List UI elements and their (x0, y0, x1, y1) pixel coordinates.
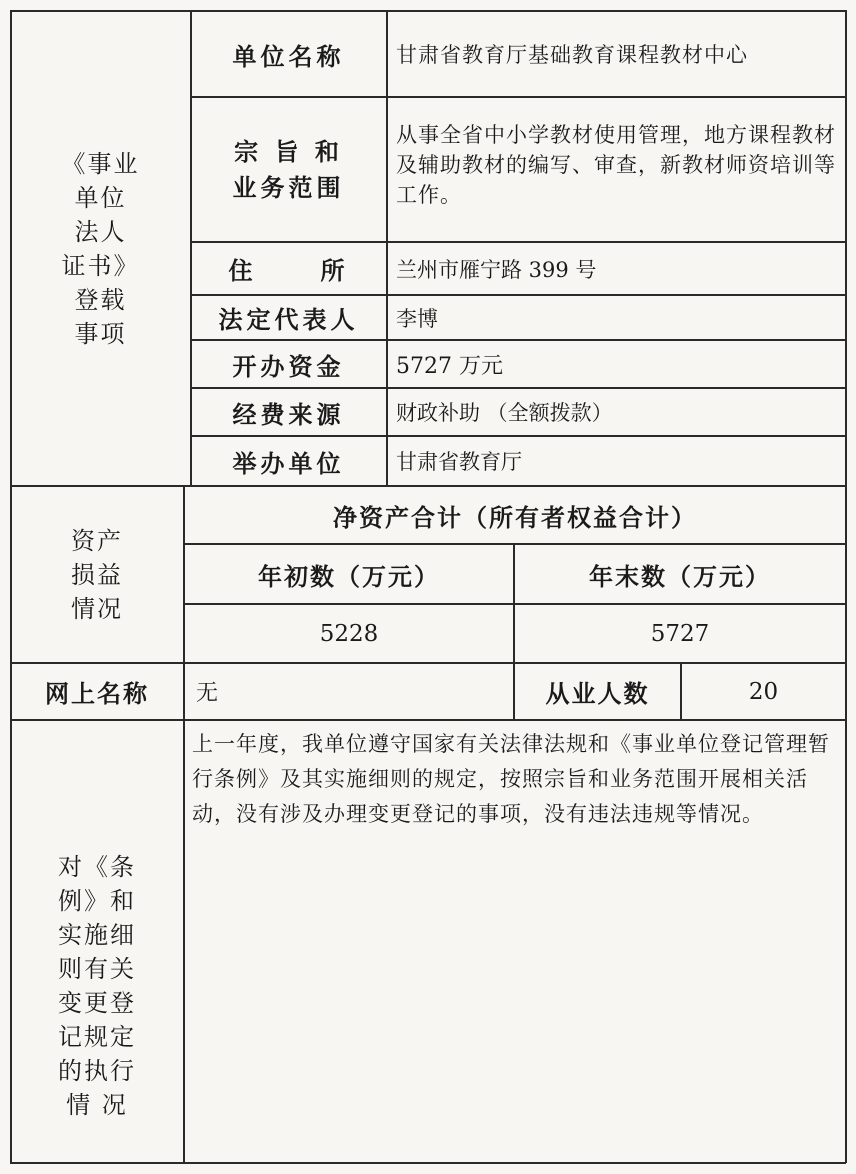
funding-value: 财政补助 （全额拨款） (396, 401, 613, 425)
staff-count-label: 从业人数 (545, 679, 650, 708)
sponsor-label: 举办单位 (232, 448, 345, 478)
online-name-value: 无 (196, 681, 219, 706)
address-value: 兰州市雁宁路 399 号 (396, 257, 597, 282)
address-label: 住 所 (228, 256, 349, 285)
staff-count-value: 20 (748, 678, 779, 705)
online-name-label: 网上名称 (45, 679, 149, 708)
begin-year-value: 5228 (319, 620, 379, 647)
sponsor-value: 甘肃省教育厅 (396, 450, 522, 474)
begin-year-label: 年初数（万元） (258, 561, 440, 591)
purpose-label: 宗 旨 和 业务范围 (232, 136, 345, 202)
unit-name-value: 甘肃省教育厅基础教育课程教材中心 (396, 43, 748, 67)
end-year-label: 年末数（万元） (589, 561, 771, 591)
table-border-bottom (10, 1162, 846, 1164)
net-assets-header: 净资产合计（所有者权益合计） (333, 502, 697, 532)
legal-rep-value: 李博 (396, 306, 438, 331)
end-year-value: 5727 (650, 620, 710, 647)
regulation-section-label: 对《条 例》和 实施细 则有关 变更登 记规定 的执行 情 况 (58, 853, 136, 1119)
regulation-compliance-text: 上一年度，我单位遵守国家有关法律法规和《事业单位登记管理暂行条例》及其实施细则的规定，按照宗旨和业务范围开展相关活动，没有涉及办理变更登记的事项，没有违法违规等情况。 (192, 732, 830, 826)
table-border-right (845, 10, 847, 1163)
assets-section-label: 资产 损益 情况 (71, 526, 123, 623)
capital-value: 5727 万元 (396, 353, 503, 379)
capital-label: 开办资金 (232, 351, 345, 381)
purpose-value: 从事全省中小学教材使用管理，地方课程教材及辅助教材的编写、审查，新教材师资培训等工作。 (396, 123, 836, 207)
certificate-section-label: 《事业 单位 法人 证书》 登载 事项 (61, 149, 140, 348)
legal-rep-label: 法定代表人 (218, 305, 359, 334)
funding-label: 经费来源 (232, 399, 345, 429)
unit-name-label: 单位名称 (232, 41, 345, 71)
